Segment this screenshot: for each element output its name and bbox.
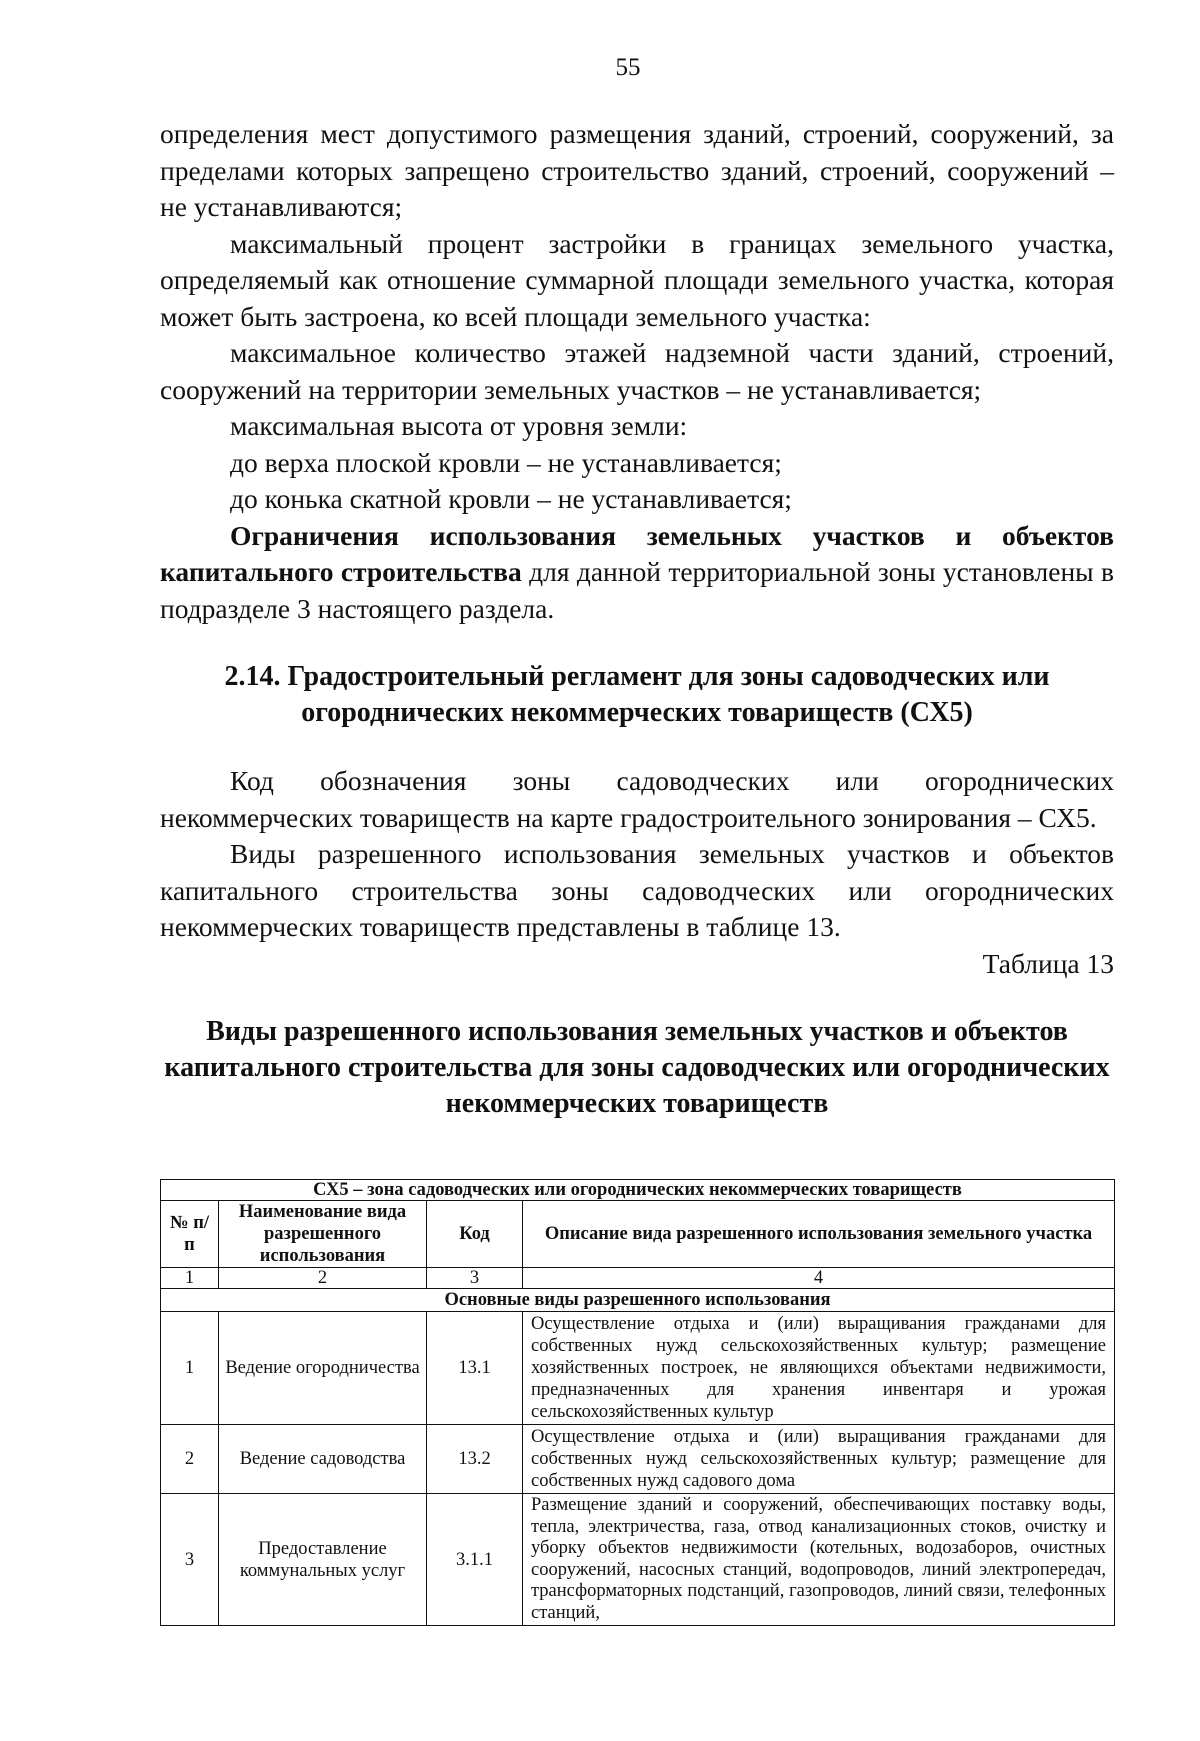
column-number-row (161, 1268, 1115, 1289)
permitted-use-table (160, 1179, 1115, 1626)
header-description: Описание вида разрешенного использования земельного участка (523, 1201, 1115, 1268)
column-number: 4 (523, 1268, 1115, 1289)
paragraph: максимальная высота от уровня земли: (230, 410, 688, 441)
table-row (161, 1312, 1115, 1425)
row-description: Осуществление отдыха и (или) выращивания гражданами для собственных нужд сельскохозяйственных культур; размещение для собственных нужд садового дома (523, 1425, 1115, 1494)
paragraph: максимальное количество этажей надземной части зданий, строений, сооружений на территории земельных участков – не устанавливается; (160, 337, 1114, 405)
table-row (161, 1425, 1115, 1494)
zone-code-paragraph: Код обозначения зоны садоводческих или огороднических некоммерческих товариществ на карте градостроительного зонирования – СХ5. (160, 765, 1114, 833)
document-body (160, 116, 1114, 1122)
paragraph: до верха плоской кровли – не устанавливается; (230, 446, 782, 478)
table-header-row (161, 1201, 1115, 1268)
section-heading: 2.14. Градостроительный регламент для зоны садоводческих или огороднических некоммерческих товариществ (СХ5) (224, 661, 1050, 728)
row-description: Осуществление отдыха и (или) выращивания гражданами для собственных нужд сельскохозяйственных культур; размещение хозяйственных построек, не являющихся объектами недвижимости, предназначенных для хранения инвентаря и урожая сельскохозяйственных культур (523, 1312, 1115, 1425)
paragraph: до конька скатной кровли – не устанавливается; (230, 483, 792, 514)
header-name: Наименование вида разрешенного использования (219, 1201, 427, 1268)
usage-types-paragraph: Виды разрешенного использования земельных участков и объектов капитального строительства зоны садоводческих или огороднических некоммерческих товариществ представлены в таблице 13. (160, 838, 1114, 942)
header-num: № п/п (161, 1201, 219, 1268)
restrictions-text: для данной территориальной зоны установлены в подразделе 3 настоящего раздела. (160, 556, 1114, 624)
row-description: Размещение зданий и сооружений, обеспечивающих поставку воды, тепла, электричества, газа, отвод канализационных стоков, очистку и уборку объектов недвижимости (котельных, водозаборов, очистных сооружений, насосных станций, водопроводов, линий электропередач, трансформаторных подстанций, газопроводов, линий связи, телефонных станций, (523, 1494, 1115, 1626)
row-code: 13.1 (427, 1312, 523, 1425)
column-number: 1 (161, 1268, 219, 1289)
page-number: 55 (615, 54, 641, 81)
row-name: Предоставление коммунальных услуг (219, 1494, 427, 1626)
row-num: 1 (161, 1312, 219, 1425)
row-num: 3 (161, 1494, 219, 1626)
restrictions-paragraph (160, 518, 1114, 628)
zone-title: СХ5 – зона садоводческих или огороднических некоммерческих товариществ (161, 1180, 1115, 1201)
table-caption: Таблица 13 (982, 947, 1114, 979)
header-code: Код (427, 1201, 523, 1268)
column-number: 3 (427, 1268, 523, 1289)
section-row (161, 1289, 1115, 1312)
row-name: Ведение садоводства (219, 1425, 427, 1494)
paragraph: максимальный процент застройки в границах земельного участка, определяемый как отношение суммарной площади земельного участка, которая может быть застроена, ко всей площади земельного участка: (160, 227, 1114, 332)
row-name: Ведение огородничества (219, 1312, 427, 1425)
paragraph: определения мест допустимого размещения зданий, строений, сооружений, за пределами которых запрещено строительство зданий, строений, сооружений – не устанавливаются; (160, 118, 1114, 222)
restrictions-bold-text: Ограничения использования земельных участков и объектов капитального строительства (160, 519, 1114, 587)
row-code: 13.2 (427, 1425, 523, 1494)
table-row (161, 1494, 1115, 1626)
section-label: Основные виды разрешенного использования (161, 1289, 1115, 1312)
column-number: 2 (219, 1268, 427, 1289)
row-num: 2 (161, 1425, 219, 1494)
row-code: 3.1.1 (427, 1494, 523, 1626)
table-title: Виды разрешенного использования земельных участков и объектов капитального строительства для зоны садоводческих или огороднических некоммерческих товариществ (164, 1016, 1110, 1119)
